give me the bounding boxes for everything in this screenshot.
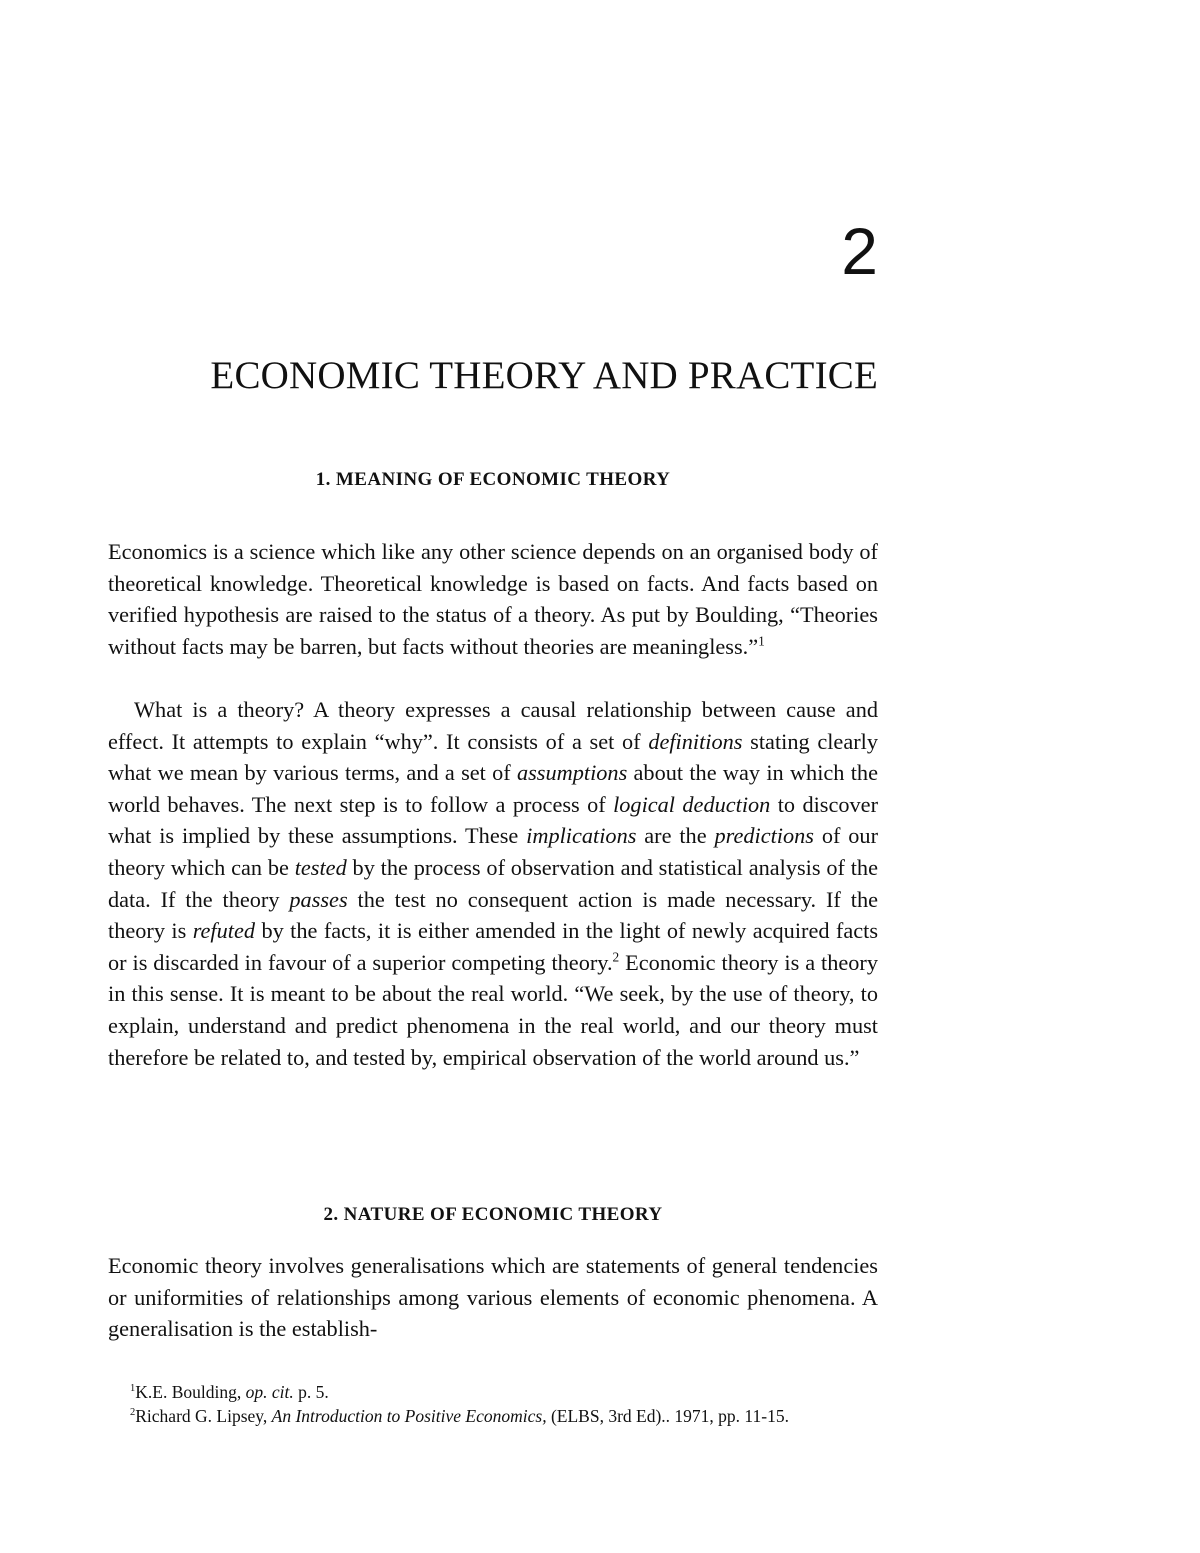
paragraph-3: Economic theory involves generalisations which are statements of general tendencies or uniformities of relationships among various elements of economic phenomena. A generalisation is the establish-: [108, 1253, 878, 1342]
footnote-1-mark: 1: [130, 1383, 136, 1395]
footnote-2-mark: 2: [130, 1407, 136, 1419]
p2-text-a: What is a theory? A theory expresses a causal relationship between cause and effect. It attempts to explain “why”. It consists of a set of: [108, 697, 878, 754]
footnote-2-text-b: (ELBS, 3rd Ed).. 1971, pp. 11-15.: [546, 1406, 789, 1426]
paragraph-2: [108, 694, 878, 1073]
p2-text-g: by the process of observation and statistical analysis of the data. If the theory: [108, 854, 878, 912]
p2-text-c: about the way in which the world behaves. The next step is to follow a process of: [108, 760, 878, 817]
footnote-1: [108, 1380, 878, 1404]
footnote-2-italic: An Introduction to Positive Economics,: [271, 1406, 547, 1426]
term-predictions: predictions: [714, 823, 814, 849]
footnote-2: [108, 1404, 878, 1428]
term-refuted: refuted: [192, 918, 256, 944]
footnote-1-text-b: p. 5.: [293, 1382, 329, 1402]
p2-text-i: by the facts, it is either amended in the light of newly acquired facts or is discarded in favour of a superior competing theory.: [108, 918, 879, 975]
term-assumptions: assumptions: [516, 760, 628, 786]
footnote-mark-1: 1: [758, 633, 765, 649]
footnote-1-italic: op. cit.: [245, 1382, 294, 1402]
footnotes: [108, 1380, 878, 1428]
p2-text-e: are the: [636, 823, 715, 849]
p2-text-d: to discover what is implied by these assumptions. These: [108, 791, 878, 849]
paragraph-1: [108, 536, 878, 662]
term-tested: tested: [294, 854, 347, 880]
chapter-number: 2: [841, 214, 878, 288]
p2-text-f: of our theory which can be: [108, 823, 878, 880]
section-heading-meaning: 1. MEANING OF ECONOMIC THEORY: [315, 469, 671, 490]
p2-text-j: Economic theory is a theory in this sense. It is meant to be about the real world. “We seek, by the use of theory, to explain, understand and predict phenomena in the real world, and our theory must therefore be related to, and tested by, empirical observation of the world around us.”: [108, 949, 878, 1070]
term-logical-deduction: logical deduction: [613, 791, 771, 817]
footnote-2-text-a: Richard G. Lipsey,: [135, 1406, 272, 1426]
footnote-1-text-a: K.E. Boulding,: [135, 1382, 246, 1402]
footnote-mark-2: 2: [612, 949, 620, 965]
paragraph-1-text: Economics is a science which like any other science depends on an organised body of theoretical knowledge. Theoretical knowledge is based on facts. And facts based on verified hypothesis are raised to the status of a theory. As put by Boulding, “Theories without facts may be barren, but facts without theories are meaningless.”: [108, 539, 878, 659]
term-implications: implications: [526, 823, 637, 849]
term-passes: passes: [289, 886, 348, 912]
term-definitions: definitions: [648, 728, 743, 754]
chapter-title: ECONOMIC THEORY AND PRACTICE: [210, 354, 878, 397]
section-heading-nature: 2. NATURE OF ECONOMIC THEORY: [323, 1204, 663, 1225]
p2-text-h: the test no consequent action is made necessary. If the theory is: [108, 886, 878, 944]
p2-text-b: stating clearly what we mean by various terms, and a set of: [108, 728, 878, 786]
